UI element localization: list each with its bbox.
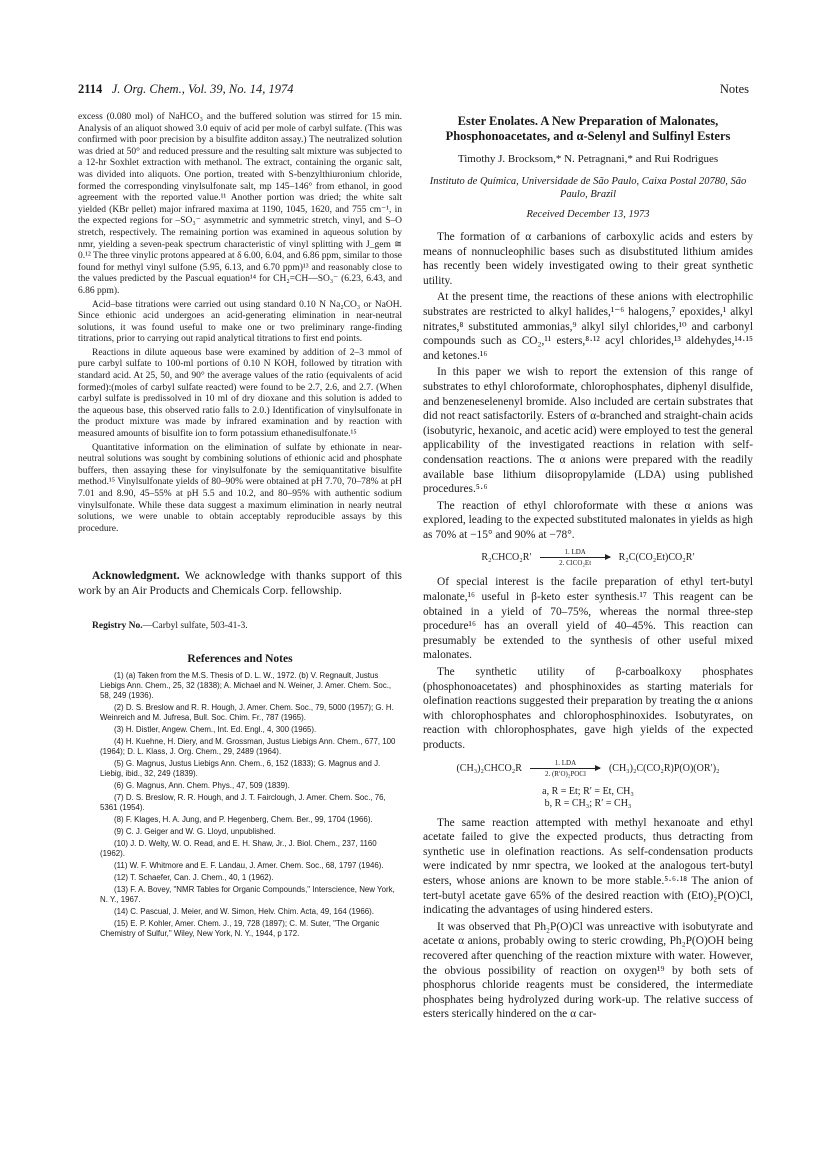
reaction-arrow xyxy=(540,548,610,567)
acknowledgment-heading: Acknowledgment. xyxy=(92,570,180,583)
reference-item: (7) D. S. Breslow, R. R. Hough, and J. T. Fairclough, J. Amer. Chem. Soc., 76, 5361 (1954). xyxy=(100,792,386,812)
received-date: Received December 13, 1973 xyxy=(526,209,650,220)
reference-item: (2) D. S. Breslow and R. R. Hough, J. Amer. Chem. Soc., 79, 5000 (1957); G. H. Weinreich and M. Jufresa, Bull. Soc. Chim. Fr., 787 (1965). xyxy=(100,702,394,722)
reference-item: (12) T. Schaefer, Can. J. Chem., 40, 1 (1962). xyxy=(114,872,274,882)
reaction-arrow xyxy=(530,759,600,778)
arrow-icon xyxy=(530,768,600,769)
registry-text: —Carbyl sulfate, 503-41-3. xyxy=(142,620,248,631)
acknowledgment-text: We acknowledge with thanks support of this work by an Air Products and Chemicals Corp. fellowship. xyxy=(78,570,402,597)
body-paragraph: Acid–base titrations were carried out using standard 0.10 N Na₂CO₃ or NaOH. Since ethionic acid undergoes an acid-generating elimination in near-neutral solutions, it was found useful to make one or two preliminary range-finding titrations, prior to carrying out rapid analytical titrations to first end points. xyxy=(78,299,402,345)
arrow-icon xyxy=(540,557,610,558)
reaction-scheme-malonate xyxy=(423,548,753,567)
body-paragraph: It was observed that Ph₂P(O)Cl was unreactive with isobutyrate and acetate α anions, probably owing to steric crowding, Ph₂P(O)OH being recovered after quenching of the reaction mixture with water. However, the obvious possibility of reaction on oxygen¹⁹ by both sets of phosphorus chloride reagents must be considered, the intermediate phosphates being hydrolyzed during work-up. The relative success of esters sterically hindered on the α car- xyxy=(423,920,753,1021)
body-paragraph: Of special interest is the facile preparation of ethyl tert-butyl malonate,¹⁶ useful in β-keto ester synthesis.¹⁷ This reagent can be obtained in a yield of 70–75%, whereas the normal three-step procedure¹⁶ has an overall yield of 40–45%. This reaction can presumably be extended to the synthesis of other useful mixed malonates. xyxy=(423,576,753,662)
reference-item: (5) G. Magnus, Justus Liebigs Ann. Chem., 6, 152 (1833); G. Magnus and J. Liebig, ibid., 32, 249 (1839). xyxy=(100,758,381,778)
body-paragraph: At the present time, the reactions of these anions with electrophilic substrates are restricted to alkyl halides,¹⁻⁶ halogens,⁷ epoxides,¹ alkyl nitrates,⁸ substituted ammonias,⁹ alkyl silyl chlorides,¹⁰ and carbonyl compounds such as CO₂,¹¹ esters,⁸·¹² acyl chlorides,¹³ aldehydes,¹⁴·¹⁵ and ketones.¹⁶ xyxy=(423,291,753,362)
body-paragraph: Quantitative information on the elimination of sulfate by ethionate in near-neutral solutions was sought by combining solutions of ethionic acid and phosphate buffers, then assaying these for vinylsulfonate by the semiquantitative bisulfite method.¹⁵ Vinylsulfonate yields of 80–90% were obtained at pH 7.70, 70–78% at pH 7.01 and 8.90, 45–55% at pH 5.5 and 10.2, and 80–95% with authentic sodium vinylsulfonate. While these data suggest a maximum elimination in nearly neutral solutions, we were unable to obtain acceptably reproducible assays by this procedure. xyxy=(78,442,402,534)
journal-citation: J. Org. Chem., Vol. 39, No. 14, 1974 xyxy=(111,82,294,96)
right-column xyxy=(423,112,753,1024)
running-header xyxy=(78,82,294,97)
page-number: 2114 xyxy=(78,82,103,96)
reference-item: (10) J. D. Welty, W. O. Read, and E. H. Shaw, Jr., J. Biol. Chem., 237, 1160 (1962). xyxy=(100,838,377,858)
scheme-product: R₂C(CO₂Et)CO₂R′ xyxy=(618,552,695,564)
reference-item: (14) C. Pascual, J. Meier, and W. Simon, Helv. Chim. Acta, 49, 164 (1966). xyxy=(114,906,374,916)
scheme-reactant: (CH₃)₂CHCO₂R xyxy=(456,762,522,774)
arrow-reagent-bottom: 2. ClCO₂Et xyxy=(559,559,592,568)
body-paragraph: The synthetic utility of β-carboalkoxy phosphates (phosphonoacetates) and phosphinoxides as starting materials for olefination reactions suggested their preparation by treating the α anions with chlorophosphates and chlorophosphinoxides. Isobutyrates, on reaction with chlorophosphates, gave high yields of the expected products. xyxy=(423,666,753,751)
reference-item: (4) H. Kuehne, H. Diery, and M. Grossman, Justus Liebigs Ann. Chem., 677, 100 (1964); D. L. Klass, J. Org. Chem., 29, 2489 (1964). xyxy=(100,736,396,756)
reference-item: (9) C. J. Geiger and W. G. Lloyd, unpublished. xyxy=(114,826,276,836)
body-paragraph: In this paper we wish to report the extension of this range of substrates to ethyl chloroformate, chlorophosphates, diphenyl disulfide, and benzeneselenenyl bromide. Also included are certain substrates that did not react satisfactorily. Esters of α-branched and straight-chain acids (isobutyric, hexanoic, and acetic acid) were employed to test the general applicability of the investigated reactions in relation with self-condensation reactions. The α anions were prepared with the readily available base lithium diisopropylamide (LDA) using published procedures.⁵·⁶ xyxy=(423,366,753,496)
reference-item: (1) (a) Taken from the M.S. Thesis of D. L. W., 1972. (b) V. Regnault, Justus Liebigs Ann. Chem., 25, 32 (1838); A. Michael and N. Weiner, J. Amer. Chem. Soc., 58, 249 (1936). xyxy=(100,670,392,700)
arrow-reagent-top: 1. LDA xyxy=(554,758,577,767)
substituent-line-a: a, R = Et; R′ = Et, CH₃ xyxy=(542,785,634,797)
reference-item: (3) H. Distler, Angew. Chem., Int. Ed. Engl., 4, 300 (1965). xyxy=(114,724,317,734)
acknowledgment xyxy=(78,569,402,598)
registry-numbers xyxy=(78,621,402,633)
substituent-line-b: b, R = CH₃; R′ = CH₃ xyxy=(544,797,632,809)
reference-item: (13) F. A. Bovey, "NMR Tables for Organic Compounds," Interscience, New York, N. Y., 1967. xyxy=(100,884,395,904)
registry-heading: Registry No. xyxy=(92,620,143,631)
references-heading: References and Notes xyxy=(187,653,293,666)
reference-item: (11) W. F. Whitmore and E. F. Landau, J. Amer. Chem. Soc., 68, 1797 (1946). xyxy=(114,860,384,870)
reference-item: (15) E. P. Kohler, Amer. Chem. J., 19, 728 (1897); C. M. Suter, "The Organic Chemistry of Sulfur," Wiley, New York, N. Y., 1944, p 172. xyxy=(100,918,380,938)
body-paragraph: Reactions in dilute aqueous base were examined by addition of 2–3 mmol of pure carbyl sulfate to 100-ml portions of 0.10 N KOH, followed by titration with standard acid. At 25, 50, and 90° the average values of the ratio (equivalents of acid formed):(moles of carbyl sulfate reacted) were found to be 2.7, 2.6, and 2.7. (When carbyl sulfate is predissolved in 10 ml of dry dioxane and this solution is added to the aqueous base, this observed ratio falls to 2.0.) Identification of vinylsulfonate in the product mixture was made by infrared examination and by reaction with measured amounts of bisulfite ion to form potassium ethanedisulfonate.¹⁵ xyxy=(78,347,402,440)
reference-item: (6) G. Magnus, Ann. Chem. Phys., 47, 509 (1839). xyxy=(114,780,290,790)
scheme-reactant: R₂CHCO₂R′ xyxy=(481,552,532,564)
arrow-reagent-bottom: 2. (R′O)₂POCl xyxy=(544,769,586,778)
reference-item: (8) F. Klages, H. A. Jung, and P. Hegenberg, Chem. Ber., 99, 1704 (1966). xyxy=(114,814,373,824)
scheme-product: (CH₃)₂C(CO₂R)P(O)(OR′)₂ xyxy=(608,762,720,774)
body-paragraph: excess (0.080 mol) of NaHCO₃ and the buffered solution was stirred for 15 min. Analysis of an aliquot showed 3.0 equiv of acid per mole of carbyl sulfate. (This was confirmed with poor precision by a bisulfite additon assay.) The neutralized solution was dried at 50° and reduced pressure and the resulting salt mixture was subjected to a 12-hr Soxhlet extraction with methanol. The extract, containing the organic salt, was divided into aliquots. One portion, treated with S-benzylthiuronium chloride, formed the corresponding vinylsulfonate salt, mp 145–146° from ethanol, in good agreement with the reported value.¹¹ Another portion was dried; the white salt yielded (KBr pellet) major infrared maxima at 1190, 1045, 1620, and 755 cm⁻¹, in the expected regions for –SO₃⁻ asymmetric and symmetric stretch, vinyl, and S–O stretch, respectively. The remaining portion was examined in aqueous solution by nmr, yielding a seven-peak spectrum characteristic of vinyl splitting with J_gem ≅ 0.¹² The three vinylic protons appeared at δ 6.00, 6.04, and 6.86 ppm, similar to those found for methyl vinyl sulfone (5.95, 6.13, and 6.70 ppm)¹³ and reasonably close to the values predicted by the Pascual equation¹⁴ for CH₂=CH—SO₃⁻ (6.23, 6.43, and 6.86 ppm). xyxy=(78,112,402,296)
author-affiliation: Instituto de Química, Universidade de São Paulo, Caixa Postal 20780, São Paulo, Brazil xyxy=(429,176,747,200)
article-body xyxy=(423,230,753,1022)
scheme-substituents xyxy=(423,786,753,810)
article-title: Ester Enolates. A New Preparation of Malonates, Phosphonoacetates, and α-Selenyl and Sulfinyl Esters xyxy=(445,114,731,143)
body-paragraph: The formation of α carbanions of carboxylic acids and esters by means of nonnucleophilic bases such as disubstituted lithium amides has recently been widely investigated owing to their great synthetic utility. xyxy=(423,231,753,287)
reaction-scheme-phosphonoacetate xyxy=(423,759,753,778)
body-paragraph: The reaction of ethyl chloroformate with these α anions was explored, leading to the expected substituted malonates in yields as high as 70% at −15° and 90% at −78°. xyxy=(423,499,753,541)
arrow-reagent-top: 1. LDA xyxy=(564,548,586,557)
section-label: Notes xyxy=(719,82,749,96)
article-authors: Timothy J. Brocksom,* N. Petragnani,* and Rui Rodrigues xyxy=(457,153,719,165)
references-list xyxy=(78,671,402,939)
left-column xyxy=(78,112,402,941)
body-paragraph: The same reaction attempted with methyl hexanoate and ethyl acetate failed to give the expected products, thus detracting from synthetic use in olefination reactions. As self-condensation products were indicated by nmr spectra, we looked at the analogous tert-butyl esters, whose anions are known to be more stable.⁵·⁶·¹⁸ The anion of tert-butyl acetate gave 65% of the desired reaction with (EtO)₂P(O)Cl, indicating the advantages of using hindered esters. xyxy=(423,816,753,917)
